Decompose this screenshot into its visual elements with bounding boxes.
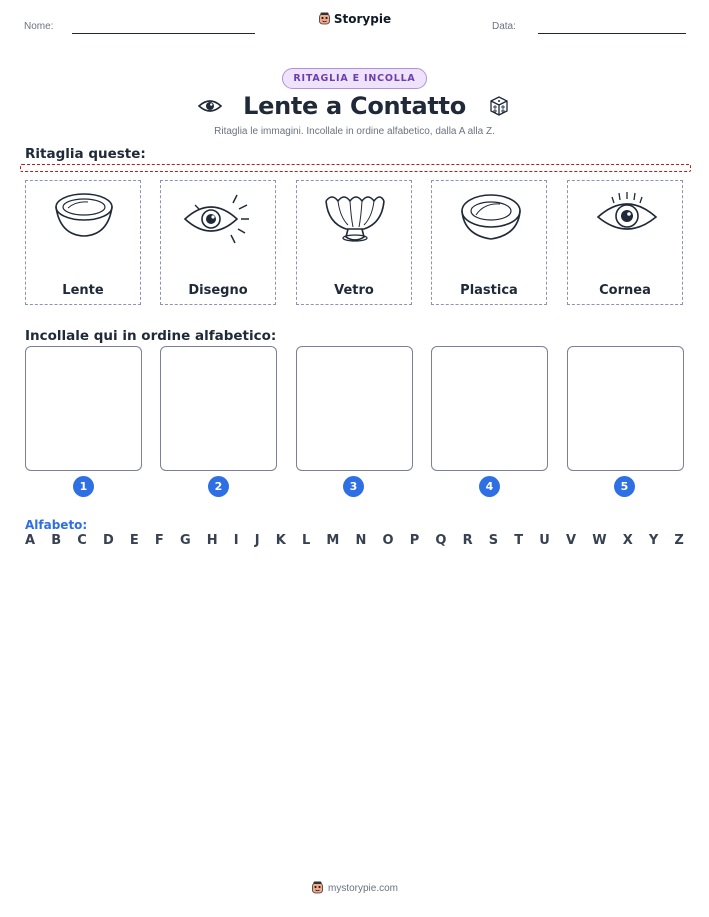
cut-heading: Ritaglia queste:: [25, 146, 146, 162]
alphabet-letter: T: [514, 533, 524, 548]
paste-box-5[interactable]: [567, 346, 684, 471]
cut-card-cornea[interactable]: [567, 180, 683, 305]
page-title: Lente a Contatto: [243, 92, 466, 120]
storypie-mascot-icon: [311, 881, 324, 895]
cut-card-lente[interactable]: [25, 180, 141, 305]
alphabet-letter: N: [355, 533, 367, 548]
paste-box-2[interactable]: [160, 346, 277, 471]
alphabet-letter: B: [51, 533, 62, 548]
cut-card-plastica[interactable]: [431, 180, 547, 305]
brand-logo: [0, 12, 709, 29]
paste-box-1[interactable]: [25, 346, 142, 471]
number-badge-2: 2: [208, 476, 229, 497]
footer-url[interactable]: mystorypie.com: [327, 882, 398, 894]
eye-drawing-icon: [183, 189, 253, 249]
glass-bowl-icon: [322, 189, 388, 247]
alphabet-letter: D: [102, 533, 114, 548]
instructions: Ritaglia le immagini. Incollale in ordine alfabetico, dalla A alla Z.: [214, 126, 495, 137]
alphabet-letter: K: [275, 533, 286, 548]
card-label: Lente: [62, 283, 104, 298]
alphabet-row: [25, 533, 684, 548]
card-label: Vetro: [334, 283, 374, 298]
plastic-lens-icon: [460, 189, 522, 243]
name-label: Nome:: [24, 21, 54, 32]
alphabet-letter: G: [179, 533, 191, 548]
dice-icon: [486, 93, 512, 119]
date-label: Data:: [492, 21, 516, 32]
alphabet-letter: S: [488, 533, 499, 548]
alphabet-letter: R: [462, 533, 473, 548]
number-badge-1: 1: [73, 476, 94, 497]
alphabet-letter: C: [77, 533, 87, 548]
alphabet-letter: Q: [435, 533, 447, 548]
activity-badge: RITAGLIA E INCOLLA: [282, 68, 426, 89]
alphabet-letter: A: [25, 533, 36, 548]
cut-card-disegno[interactable]: [160, 180, 276, 305]
cut-card-vetro[interactable]: [296, 180, 412, 305]
lens-icon: [54, 189, 114, 241]
paste-heading: Incollale qui in ordine alfabetico:: [25, 328, 277, 344]
cut-line: [20, 164, 691, 172]
paste-box-3[interactable]: [296, 346, 413, 471]
alphabet-letter: Z: [674, 533, 684, 548]
name-line: [72, 33, 255, 34]
alphabet-letter: H: [206, 533, 218, 548]
card-label: Plastica: [460, 283, 518, 298]
card-label: Cornea: [599, 283, 651, 298]
card-label: Disegno: [188, 283, 248, 298]
number-badge-5: 5: [614, 476, 635, 497]
eye-icon: [197, 97, 223, 115]
paste-box-4[interactable]: [431, 346, 548, 471]
alphabet-letter: P: [409, 533, 420, 548]
alphabet-letter: J: [254, 533, 260, 548]
alphabet-letter: X: [622, 533, 633, 548]
storypie-mascot-icon: [318, 12, 331, 26]
alphabet-letter: Y: [648, 533, 659, 548]
number-badge-3: 3: [343, 476, 364, 497]
brand-name: Storypie: [333, 12, 392, 26]
date-line: [538, 33, 686, 34]
footer: [0, 881, 709, 898]
alphabet-letter: I: [233, 533, 239, 548]
alphabet-letter: L: [301, 533, 311, 548]
eye-lashes-icon: [596, 189, 658, 239]
alphabet-letter: E: [129, 533, 139, 548]
alphabet-letter: U: [539, 533, 550, 548]
alphabet-letter: V: [566, 533, 577, 548]
badge-container: [0, 66, 709, 89]
alphabet-letter: F: [154, 533, 164, 548]
alphabet-heading: Alfabeto:: [25, 518, 88, 532]
title-row: [0, 92, 709, 120]
alphabet-letter: W: [592, 533, 607, 548]
alphabet-letter: M: [326, 533, 340, 548]
alphabet-letter: O: [382, 533, 394, 548]
number-badge-4: 4: [479, 476, 500, 497]
